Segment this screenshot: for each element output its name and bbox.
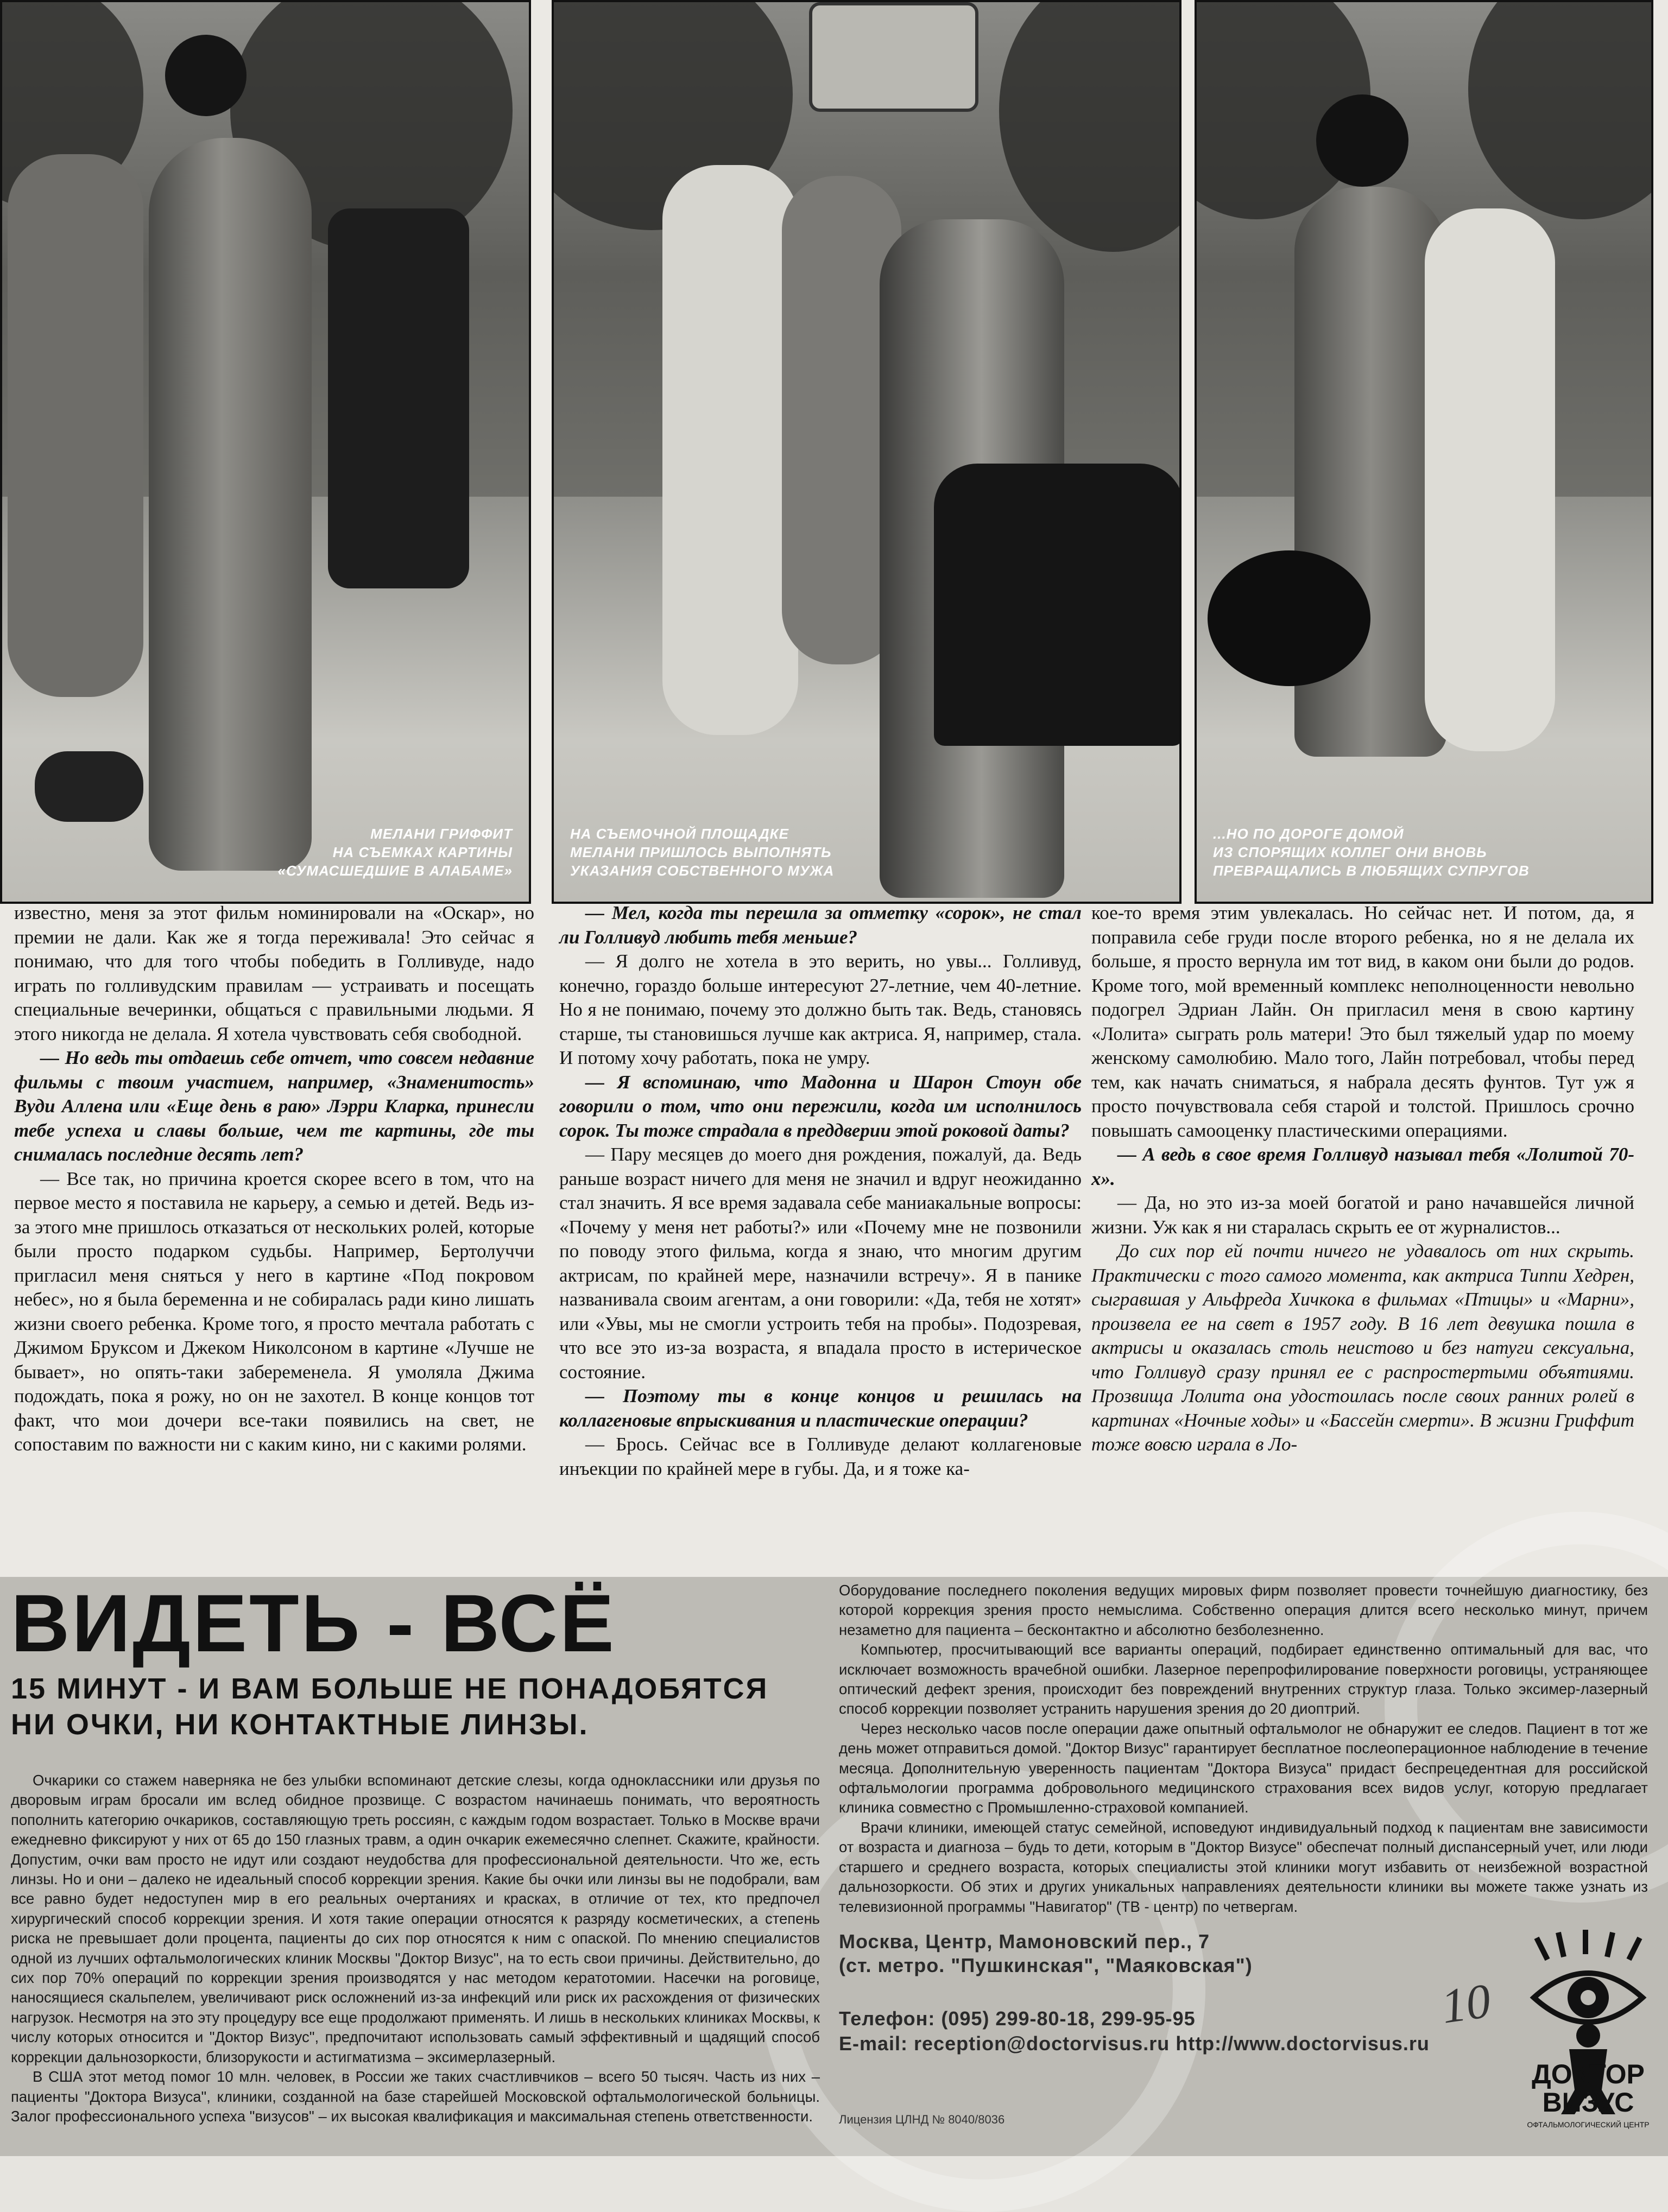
clinic-email: E-mail: reception@doctorvisus.ru http://www.doctorvisus.ru [839,2032,1430,2055]
photo-right-caption: ...НО ПО ДОРОГЕ ДОМОЙ ИЗ СПОРЯЩИХ КОЛЛЕГ ОНИ ВНОВЬ ПРЕВРАЩАЛИСЬ В ЛЮБЯЩИХ СУПРУГОВ [1213,826,1530,879]
photo-right [1195,0,1653,904]
photo-middle [552,0,1182,904]
ad-left-text: Очкарики со стажем наверняка не без улыбки вспоминают детские слезы, когда одноклассники или друзья по дворовым играм бросали им вслед обидное прозвище. С возрастом начинаешь понимать, что вероятность пополнить категорию очкариков, составляющую треть россиян, с каждым годом возрастает. Только в Москве врачи ежедневно фиксируют у них от 65 до 150 глазных травм, а один очкарик ежемесячно слепнет. Скажите, крайности. Допустим, очки вам просто не идут или создают неудобства для профессиональной деятельности. Что же, есть линзы. Но и они – далеко не идеальный способ коррекции зрения. Какие бы очки или линзы вы не подобрали, вам все равно будет недоступен мир в его реальных очертаниях и красках, в отличие от тех, кто предпочел хирургический способ коррекции зрения. И хотя такие операции относятся к разряду косметических, а степень риска не превышает доли процента, пациенты до сих пор относятся к ним с опаской. По мнению специалистов одной из лучших офтальмологических клиник Москвы "Доктор Визус", на то есть свои причины. Действительно, до сих пор 70% операций по коррекции зрения производятся у нас методом кератотомии. Насечки на роговице, наносящиеся скальпелем, увеличивают риск осложнений из-за инфекций или риск их расхождения от физических нагрузок. Несмотря на это эту процедуру все еще продолжают применять. И лишь в нескольких клиниках Москвы, к числу которых относится и "Доктор Визус", предпочитают использовать самый эффективный и щадящий способ коррекции дальнозоркости, близорукости и астигматизма – эксимерлазерный. В США этот метод помог 10 млн. человек, в России же таких счастливчиков – всего 50 тысяч. Часть из них – пациенты "Доктора Визуса", клиники, созданной на базе старейшей Московской офтальмологической больницы. Залог профессионального успеха "визусов" – их высокая квалификация и максимальная степень ответственности. [11,1772,820,2125]
photo-middle-caption: НА СЪЕМОЧНОЙ ПЛОЩАДКЕ МЕЛАНИ ПРИШЛОСЬ ВЫПОЛНЯТЬ УКАЗАНИЯ СОБСТВЕННОГО МУЖА [570,826,835,879]
ad-headline: ВИДЕТЬ - ВСЁ [11,1577,617,1669]
article-column-2 [559,901,1082,1481]
clinic-address: Москва, Центр, Мамоновский пер., 7 (ст. метро. "Пушкинская", "Маяковская") [839,1930,1253,1976]
interview-question: — Поэтому ты в конце концов и решилась на коллагеновые впрыскивания и пластические операции? [559,1385,1082,1431]
paragraph: — Все так, но причина кроется скорее всего в том, что на первое место я поставила не карьеру, а семью и детей. Ведь из-за этого мне пришлось отказаться от нескольких ролей, которые были просто подарком судьбы. Например, Бертолуччи пригласил меня сняться у него в картине «Под покровом небес», но я была беременна и не собиралась ради кино лишать жизни своего ребенка. Кроме того, я просто мечтала работать с Джимом Бруксом и Джеком Николсоном в картине «Лучше не бывает», но опять-таки забеременела. Я умоляла Джима подождать, пока я рожу, но он не захотел. В конце концов тот факт, что мои дочери все-таки появились на свет, не сопоставим по важности ни с каким кино, ни с какими ролями. [14,1168,534,1455]
interview-question: — Но ведь ты отдаешь себе отчет, что совсем недавние фильмы с твоим участием, например, «Знаменитость» Вуди Аллена или «Еще день в раю» Лэрри Кларка, принесли тебе успеха и славы больше, чем те картины, где ты снималась последние десять лет? [14,1047,534,1165]
paragraph: известно, меня за этот фильм номинировали на «Оскар», но премии не дали. Как же я тогда переживала! Это сейчас я понимаю, что для того чтобы победить в Голливуде, надо играть по голливудским правилам — устраивать и посещать специальные вечеринки, общаться с правильными людьми. Я этого никогда не делала. Я хотела чувствовать себя свободной. [14,902,534,1044]
photo-left [0,0,531,904]
logo-name: ДОКТОР ВИЗУС [1532,2059,1645,2118]
narrative-paragraph: До сих пор ей почти ничего не удавалось от них скрыть. Практически с того самого момента, как актриса Типпи Хедрен, сыгравшая у Альфреда Хичкока в фильмах «Птицы» и «Марни», произвела ее на свет в 1957 году. В 16 лет девушка пошла в актрисы и оказалась столь неистово и без натуги сексуальна, что Голливуд сразу принял ее с распростертыми объятиями. Прозвища Лолита она удостоилась после своих ранних ролей в картинах «Ночные ходы» и «Бассейн смерти». В жизни Гриффит тоже вовсю играла в Ло- [1091,1240,1634,1455]
logo-subtitle: ОФТАЛЬМОЛОГИЧЕСКИЙ ЦЕНТР [1527,2120,1650,2129]
article-column-1 [14,901,534,1457]
paragraph: кое-то время этим увлекалась. Но сейчас нет. И потом, да, я поправила себе груди после второго ребенка, но я не делала их больше, я просто вернула им тот вид, в каком они были до родов. Кроме того, мой временный комплекс неполноценности невольно подогрел Эдриан Лайн. Он пригласил меня в свою картину «Лолита» сыграть роль матери! Это был тяжелый удар по моему женскому самолюбию. Мало того, Лайн потребовал, чтобы перед тем, как начать сниматься, я набрала десять фунтов. Тут уж я просто почувствовала себя старой и толстой. Пришлось срочно повышать самооценку пластическими операциями. [1091,902,1634,1141]
paragraph: — Я долго не хотела в это верить, но увы... Голливуд, конечно, гораздо больше интересуют 27-летние, чем 40-летние. Но я не понимаю, почему это должно быть так. Ведь, становясь старше, ты становишься лучше как актриса. Я, например, стала. И потому хочу работать, пока не умру. [559,950,1082,1068]
clinic-phone: Телефон: (095) 299-80-18, 299-95-95 [839,2007,1196,2030]
handwritten-page-number: 10 [1438,1974,1494,2034]
ad-subheadline: 15 МИНУТ - И ВАМ БОЛЬШЕ НЕ ПОНАДОБЯТСЯ НИ ОЧКИ, НИ КОНТАКТНЫЕ ЛИНЗЫ. [11,1672,769,1741]
article-column-3 [1091,901,1634,1457]
interview-question: — Я вспоминаю, что Мадонна и Шарон Стоун обе говорили о том, что они пережили, когда им исполнилось сорок. Ты тоже страдала в преддверии этой роковой даты? [559,1071,1082,1141]
paragraph: — Брось. Сейчас все в Голливуде делают коллагеновые инъекции по крайней мере в губы. Да, и я тоже ка- [559,1434,1082,1479]
photo-left-caption: МЕЛАНИ ГРИФФИТ НА СЪЕМКАХ КАРТИНЫ «СУМАСШЕДШИЕ В АЛАБАМЕ» [277,826,513,879]
paragraph: — Пару месяцев до моего дня рождения, пожалуй, да. Ведь раньше возраст ничего для меня не значил и вдруг неожиданно стал значить. Я все время задавала себе маниакальные вопросы: «Почему у меня нет работы?» или «Почему мне не позвонили по поводу этого фильма, когда я знаю, что многим другим актрисам, по крайней мере, назначили встречу». Я в панике названивала своим агентам, а они говорили: «Да, тебя не хотят» или «Увы, мы не смогли устроить тебя на пробы». Подозревая, что все это из-за возраста, я впадала просто в истерическое состояние. [559,1144,1082,1383]
paragraph: — Да, но это из-за моей богатой и рано начавшейся личной жизни. Уж как я ни старалась скрыть ее от журналистов... [1091,1192,1634,1238]
license-number: Лицензия ЦЛНД № 8040/8036 [839,2113,1005,2126]
interview-question: — А ведь в свое время Голливуд называл тебя «Лолитой 70-х». [1091,1144,1634,1189]
ad-right-text: Оборудование последнего поколения ведущих мировых фирм позволяет провести точнейшую диагностику, без которой коррекция зрения просто немыслима. Собственно операция длится всего несколько минут, причем незаметно для пациента – бесконтактно и абсолютно безболезненно. Компьютер, просчитывающий все варианты операций, подбирает единственно оптимальный для вас, что исключает возможность врачебной ошибки. Лазерное перепрофилирование поверхности роговицы, устраняющее оптический дефект зрения, происходит без повреждений внутренних структур глаза. Только эксимер-лазерный способ коррекции позволяет устранить нарушения зрения до 20 диоптрий. Через несколько часов после операции даже опытный офтальмолог не обнаружит ее следов. Пациент в тот же день может отправиться домой. "Доктор Визус" гарантирует бесплатное послеоперационное наблюдение в течение месяца. Дополнительную уверенность пациентам "Доктора Визуса" придаст беспрецедентная для российской офтальмологии программа добровольного медицинского страхования всех видов услуг, которую предлагает клиника совместно с Промышленно-страховой компанией. Врачи клиники, имеющей статус семейной, исповедуют индивидуальный подход к пациентам вне зависимости от возраста и диагноза – будь то дети, которым в "Доктор Визусе" обеспечат полный диспансерный учет, или люди старшего и среднего возраста, которых специалисты этой клиники могут избавить от неизбежной возрастной дальнозоркости. Об этих и других уникальных направлениях деятельности клиники вы можете также узнать из телевизионной программы "Навигатор" (ТВ - центр) по четвергам. [839,1582,1648,1915]
interview-question: — Мел, когда ты перешла за отметку «сорок», не стал ли Голливуд любить тебя меньше? [559,902,1082,948]
